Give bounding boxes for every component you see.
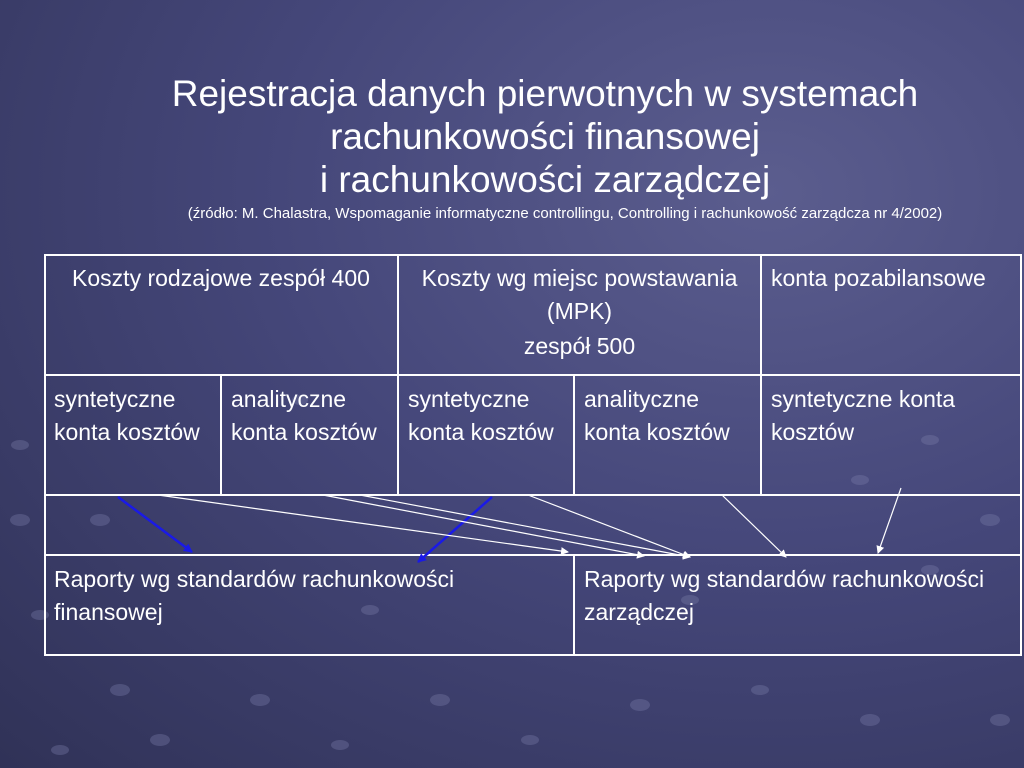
cell-synthetic-400: syntetyczne konta kosztów — [54, 386, 200, 445]
title-block — [95, 72, 995, 223]
header-mpk-title: Koszty wg miejsc powstawania (MPK) — [421, 265, 738, 324]
accounting-table — [44, 254, 1022, 656]
cell-analytic-400: analityczne konta kosztów — [231, 386, 377, 445]
header-cost-types: Koszty rodzajowe zespół 400 — [72, 265, 370, 291]
source-citation: (źródło: M. Chalastra, Wspomaganie informatyczne controllingu, Controlling i rachunkowość zarządcza nr 4/2002) — [187, 205, 943, 222]
report-management: Raporty wg standardów rachunkowości zarządczej — [584, 566, 985, 625]
cell-analytic-500: analityczne konta kosztów — [584, 386, 730, 445]
title-line-2: rachunkowości finansowej — [330, 116, 760, 157]
cell-synthetic-off-balance: syntetyczne konta kosztów — [771, 386, 956, 445]
header-off-balance: konta pozabilansowe — [771, 265, 986, 291]
header-mpk-team: zespół 500 — [523, 333, 636, 359]
header-mpk — [398, 254, 761, 375]
title-line-1: Rejestracja danych pierwotnych w systemach — [171, 73, 919, 114]
cell-synthetic-500: syntetyczne konta kosztów — [408, 386, 554, 445]
report-financial: Raporty wg standardów rachunkowości finansowej — [54, 566, 455, 625]
arrow-row — [44, 495, 1022, 555]
title-line-3: i rachunkowości zarządczej — [319, 159, 771, 200]
